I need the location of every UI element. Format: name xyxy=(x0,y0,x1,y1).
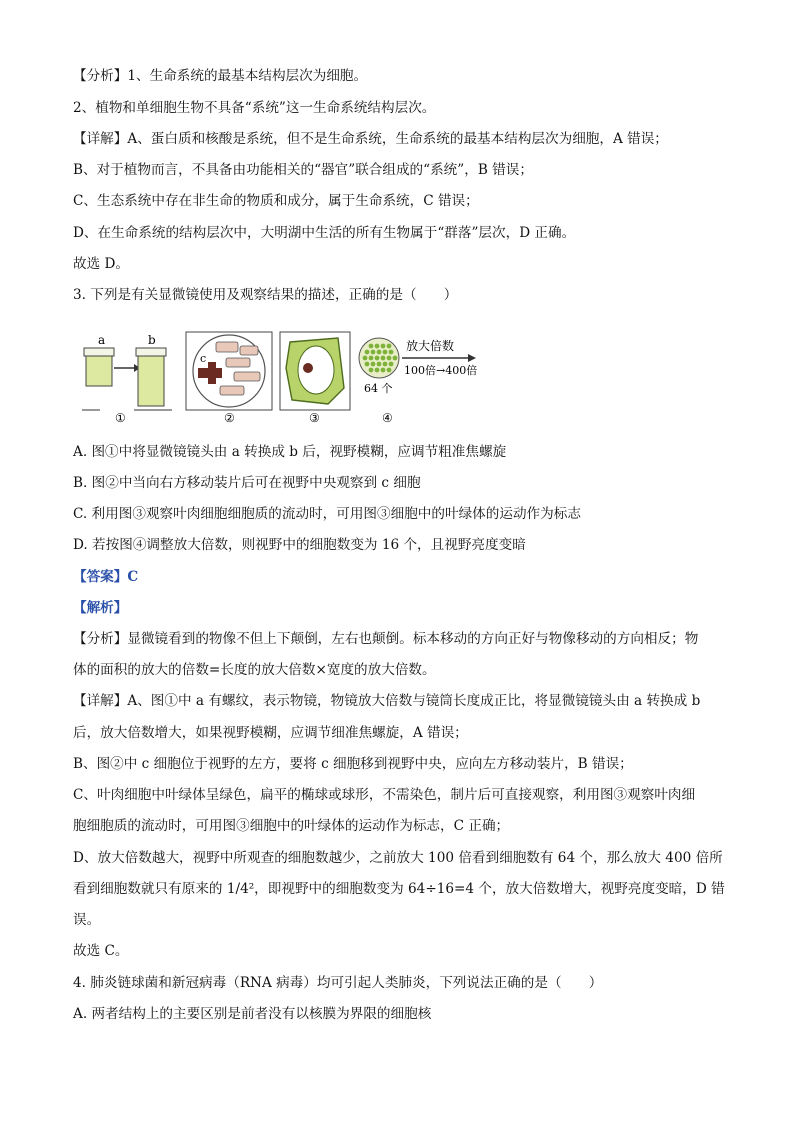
figure-1-lenses xyxy=(82,333,172,425)
microscope-figure xyxy=(76,328,516,428)
figure-3-label: ③ xyxy=(309,411,320,425)
text-line: 看到细胞数就只有原来的 1/4²，即视野中的细胞数变为 64÷16=4 个，放大倍数增大，视野亮度变暗，D 错 xyxy=(73,881,725,897)
text-line: 【分析】显微镜看到的物像不但上下颠倒，左右也颠倒。标本移动的方向正好与物像移动的方向相反；物 xyxy=(73,631,699,647)
lens-b-label: b xyxy=(148,333,156,347)
text-line: 胞细胞质的流动时，可用图③细胞中的叶绿体的运动作为标志，C 正确； xyxy=(73,818,510,834)
lens-a-cap xyxy=(84,348,114,356)
figure-1-label: ① xyxy=(115,411,126,425)
arrow-value: 100倍→400倍 xyxy=(404,364,478,377)
cell-shape xyxy=(234,372,260,381)
cell-shape xyxy=(216,342,238,352)
option-a: A. 图①中将显微镜镜头由 a 转换成 b 后，视野模糊，应调节粗准焦螺旋 xyxy=(73,444,507,460)
answer-heading: 【答案】C xyxy=(73,569,139,585)
question-4-stem: 4. 肺炎链球菌和新冠病毒（RNA 病毒）均可引起人类肺炎，下列说法正确的是（ ） xyxy=(73,975,603,991)
text-line: B、对于植物而言，不具备由功能相关的“器官”联合组成的“系统”，B 错误； xyxy=(73,162,533,178)
lens-a-body xyxy=(86,356,112,386)
option-c: C. 利用图③观察叶肉细胞细胞质的流动时，可用图③细胞中的叶绿体的运动作为标志 xyxy=(73,506,581,522)
analysis-heading: 【解析】 xyxy=(73,600,128,616)
text-line: C、叶肉细胞中叶绿体呈绿色，扁平的椭球或球形，不需染色，制片后可直接观察，利用图③观察叶肉细 xyxy=(73,787,696,803)
text-line: 2、植物和单细胞生物不具备“系统”这一生命系统结构层次。 xyxy=(73,100,436,116)
lens-b-cap xyxy=(136,348,166,356)
text-line: 故选 C。 xyxy=(73,943,129,959)
nucleus xyxy=(303,363,313,373)
text-line: 误。 xyxy=(73,912,101,928)
arrow-head-icon xyxy=(468,354,476,362)
cell-c-label: c xyxy=(200,352,207,365)
figure-svg xyxy=(76,328,516,428)
text-line: D、在生命系统的结构层次中，大明湖中生活的所有生物属于“群落”层次，D 正确。 xyxy=(73,225,576,241)
text-line: 【详解】A、图①中 a 有螺纹，表示物镜，物镜放大倍数与镜筒长度成正比，将显微镜镜头由 a 转换成 b xyxy=(73,693,701,709)
text-line: 体的面积的放大的倍数=长度的放大倍数×宽度的放大倍数。 xyxy=(73,662,436,678)
option-a: A. 两者结构上的主要区别是前者没有以核膜为界限的细胞核 xyxy=(73,1006,432,1022)
text-line: 后，放大倍数增大，如果视野模糊，应调节细准焦螺旋，A 错误； xyxy=(73,725,468,741)
vacuole xyxy=(298,346,334,394)
arrow-title: 放大倍数 xyxy=(406,339,455,353)
option-b: B. 图②中当向右方移动装片后可在视野中央观察到 c 细胞 xyxy=(73,475,421,491)
figure-4-magnification xyxy=(359,338,477,425)
text-line: B、图②中 c 细胞位于视野的左方，要将 c 细胞移到视野中央，应向左方移动装片，B 错误； xyxy=(73,756,633,772)
question-3-stem: 3. 下列是有关显微镜使用及观察结果的描述，正确的是（ ） xyxy=(73,287,458,303)
text-line: C、生态系统中存在非生命的物质和成分，属于生命系统，C 错误； xyxy=(73,193,479,209)
figure-2-field xyxy=(186,332,272,425)
cell-shape xyxy=(240,346,258,355)
cell-shape xyxy=(220,386,244,395)
lens-a-label: a xyxy=(98,333,106,347)
text-line: 【分析】1、生命系统的最基本结构层次为细胞。 xyxy=(73,68,368,84)
option-d: D. 若按图④调整放大倍数，则视野中的细胞数变为 16 个，且视野亮度变暗 xyxy=(73,537,526,553)
figure-3-plant-cell xyxy=(280,332,350,425)
figure-2-label: ② xyxy=(224,411,235,425)
figure-4-label: ④ xyxy=(382,411,393,425)
count-label: 64 个 xyxy=(364,382,393,395)
text-line: 【详解】A、蛋白质和核酸是系统，但不是生命系统，生命系统的最基本结构层次为细胞，A 错误； xyxy=(73,131,668,147)
lens-b-body xyxy=(138,356,164,406)
cell-shape xyxy=(226,358,250,367)
text-line: D、放大倍数越大，视野中所观查的细胞数越少，之前放大 100 倍看到细胞数有 64 个，那么放大 400 倍所 xyxy=(73,850,723,866)
text-line: 故选 D。 xyxy=(73,256,130,272)
